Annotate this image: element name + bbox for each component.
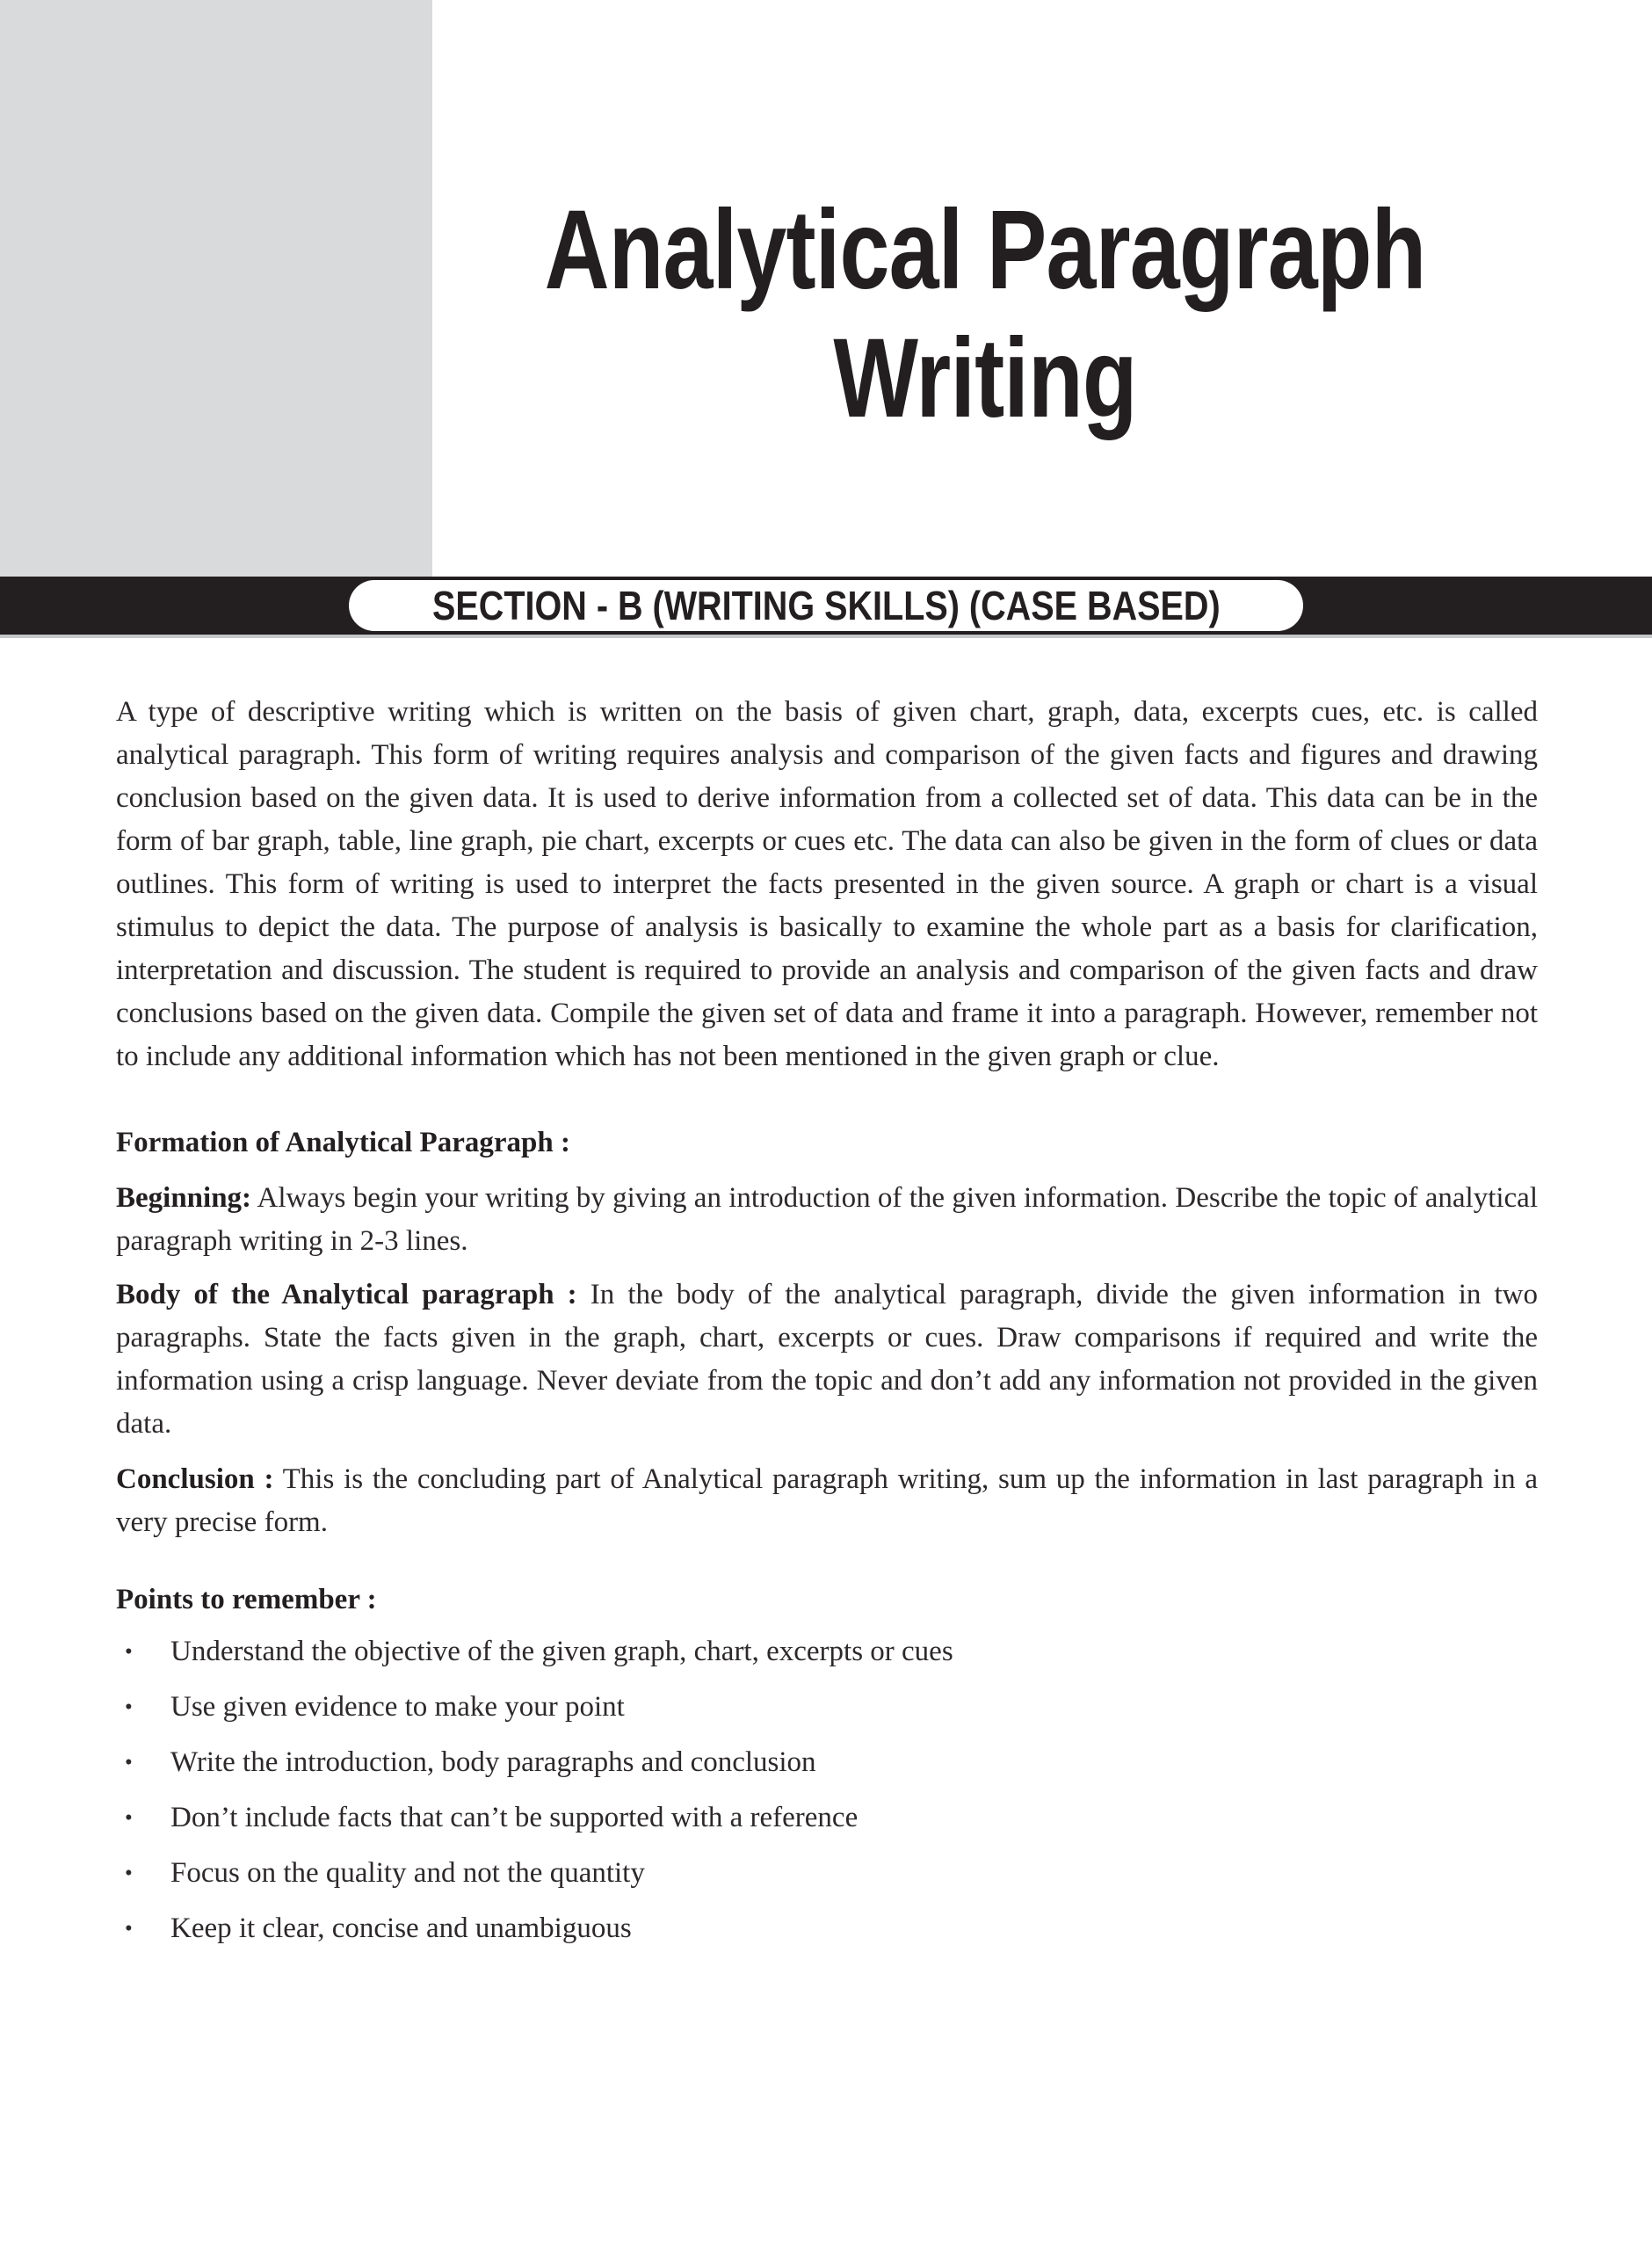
conclusion-text: This is the concluding part of Analytical paragraph writing, sum up the information in last paragraph in a very precise form.	[116, 1463, 1538, 1538]
bullet-icon: •	[125, 1917, 133, 1941]
body-paragraph	[116, 1274, 1538, 1446]
intro-paragraph: A type of descriptive writing which is written on the basis of given chart, graph, data, excerpts cues, etc. is called analytical paragraph. This form of writing requires analysis and comparison of the given facts and figures and drawing conclusion based on the given data. It is used to derive information from a collected set of data. This data can be in the form of bar graph, table, line graph, pie chart, excerpts or cues etc. The data can also be given in the form of clues or data outlines. This form of writing is used to interpret the facts presented in the given source. A graph or chart is a visual stimulus to depict the data. The purpose of analysis is basically to examine the whole part as a basis for clarification, interpretation and discussion. The student is required to provide an analysis and comparison of the given facts and draw conclusions based on the given data. Compile the given set of data and frame it into a paragraph. However, remember not to include any additional information which has not been mentioned in the given graph or clue.	[116, 696, 1538, 1072]
list-item	[116, 1686, 1538, 1729]
page-title-line-2: Writing	[833, 316, 1137, 441]
bullet-text: Don’t include facts that can’t be supported with a reference	[170, 1802, 859, 1833]
list-item	[116, 1741, 1538, 1784]
conclusion-label: Conclusion :	[116, 1463, 274, 1495]
bullet-text: Write the introduction, body paragraphs and conclusion	[170, 1746, 816, 1778]
corner-gray-block	[0, 0, 432, 577]
bullet-text: Understand the objective of the given graph, chart, excerpts or cues	[170, 1636, 953, 1667]
page-title-line-1: Analytical Paragraph	[544, 187, 1426, 313]
conclusion-paragraph	[116, 1458, 1538, 1544]
beginning-text: Always begin your writing by giving an introduction of the given information. Describe the topic of analytical paragraph writing in 2-3 lines.	[116, 1182, 1538, 1257]
section-banner-pill	[349, 580, 1304, 631]
body-text: In the body of the analytical paragraph, divide the given information in two paragraphs. State the facts given in the graph, chart, excerpts or cues. Draw comparisons if required and write the information using a crisp language. Never deviate from the topic and don’t add any information not provided in the given data.	[116, 1279, 1538, 1440]
bullet-icon: •	[125, 1640, 133, 1664]
bullet-icon: •	[125, 1751, 133, 1775]
bullet-text: Focus on the quality and not the quantity	[170, 1857, 645, 1889]
bullet-icon: •	[125, 1806, 133, 1830]
page-content	[116, 691, 1538, 1963]
points-list	[116, 1630, 1538, 1950]
body-label: Body of the Analytical paragraph :	[116, 1279, 577, 1310]
formation-heading: Formation of Analytical Paragraph :	[116, 1127, 570, 1158]
list-item	[116, 1852, 1538, 1895]
bullet-text: Keep it clear, concise and unambiguous	[170, 1912, 632, 1944]
beginning-label: Beginning:	[116, 1182, 252, 1214]
beginning-paragraph	[116, 1177, 1538, 1263]
section-banner	[0, 577, 1652, 638]
bullet-icon: •	[125, 1695, 133, 1719]
list-item	[116, 1907, 1538, 1950]
list-item	[116, 1630, 1538, 1673]
bullet-icon: •	[125, 1862, 133, 1885]
points-heading: Points to remember :	[116, 1584, 377, 1615]
bullet-text: Use given evidence to make your point	[170, 1691, 625, 1723]
list-item	[116, 1796, 1538, 1840]
page-title	[541, 186, 1429, 443]
section-banner-label: SECTION - B (WRITING SKILLS) (CASE BASED)	[431, 583, 1221, 628]
